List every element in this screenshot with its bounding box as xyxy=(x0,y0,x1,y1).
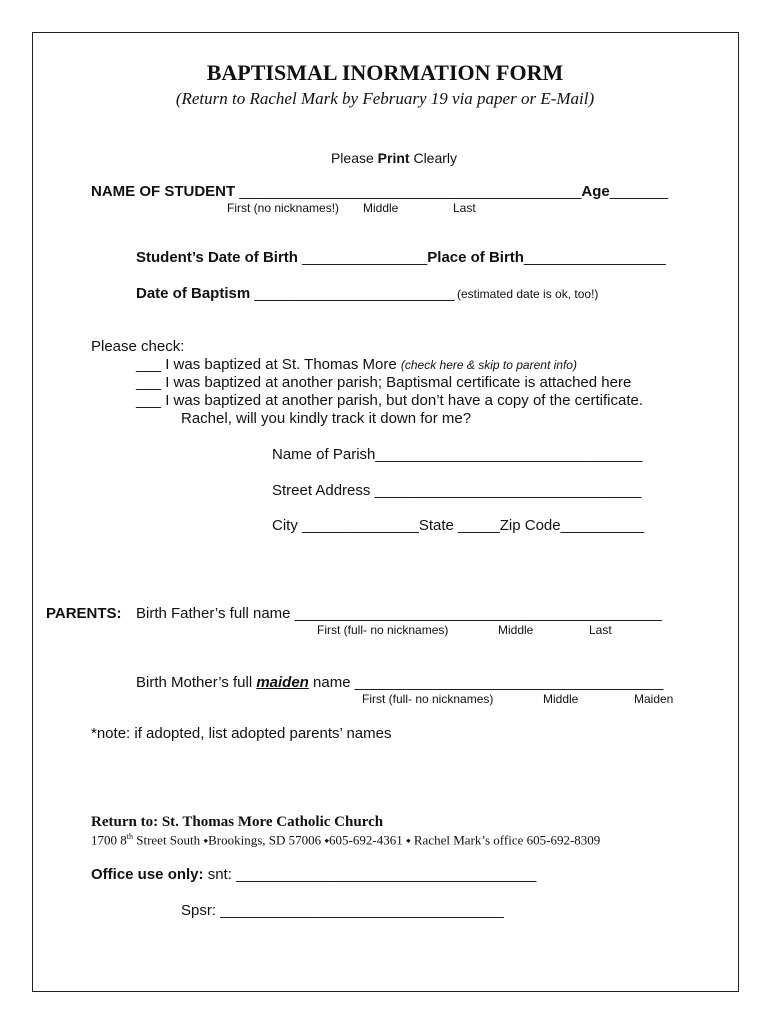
sub-last: Last xyxy=(453,201,476,215)
state-field[interactable]: _____ xyxy=(458,517,500,534)
father-sub-first: First (full- no nicknames) xyxy=(317,623,449,637)
father-name-field[interactable]: ____________________________________________ xyxy=(294,605,662,622)
check-blank-1[interactable]: ___ xyxy=(136,356,162,373)
mother-sub-first: First (full- no nicknames) xyxy=(362,692,494,706)
check-blank-3[interactable]: ___ xyxy=(136,392,162,409)
dob-row: Student’s Date of Birth _______________Place of Birth_________________ xyxy=(136,249,666,266)
return-to: Return to: St. Thomas More Catholic Church xyxy=(91,814,384,830)
baptism-row: Date of Baptism ________________________ xyxy=(136,285,455,302)
baptism-note: (estimated date is ok, too!) xyxy=(457,287,599,301)
father-sub-last: Last xyxy=(589,623,612,637)
print-instruction: Please Print Clearly xyxy=(330,150,458,166)
parents-label: PARENTS: xyxy=(46,605,122,622)
student-name-field[interactable]: _________________________________________ xyxy=(239,183,582,200)
church-address: 1700 8th Street South ⬩Brookings, SD 57006 ⬩605-692-4361 ⬩ Rachel Mark’s office 605-692-8309 xyxy=(91,832,601,848)
city-row: City ______________State _____Zip Code__________ xyxy=(272,517,645,534)
office-use-row: Office use only: snt: ____________________________________ xyxy=(91,866,537,883)
mother-sub-middle: Middle xyxy=(543,692,579,706)
parish-row: Name of Parish________________________________ xyxy=(272,446,643,463)
student-name-row: NAME OF STUDENT _________________________________________Age_______ xyxy=(91,183,669,200)
zip-field[interactable]: __________ xyxy=(560,517,645,534)
form-subtitle: (Return to Rachel Mark by February 19 via paper or E-Mail) xyxy=(175,89,595,108)
check-option-2: ___ I was baptized at another parish; Baptismal certificate is attached here xyxy=(136,374,632,391)
check-blank-2[interactable]: ___ xyxy=(136,374,162,391)
mother-sub-maiden: Maiden xyxy=(634,692,674,706)
sub-first: First (no nicknames!) xyxy=(227,201,340,215)
baptism-date-field[interactable]: ________________________ xyxy=(254,285,455,302)
street-row: Street Address ________________________________ xyxy=(272,482,642,499)
snt-field[interactable]: ____________________________________ xyxy=(236,866,537,883)
father-row: Birth Father’s full name ____________________________________________ xyxy=(136,605,662,622)
age-field[interactable]: _______ xyxy=(609,183,669,200)
parish-field[interactable]: ________________________________ xyxy=(375,446,643,463)
check-option-1: ___ I was baptized at St. Thomas More (check here & skip to parent info) xyxy=(136,356,577,373)
city-field[interactable]: ______________ xyxy=(302,517,419,534)
dob-field[interactable]: _______________ xyxy=(302,249,428,266)
street-field[interactable]: ________________________________ xyxy=(374,482,642,499)
sub-middle: Middle xyxy=(363,201,399,215)
mother-name-field[interactable]: _____________________________________ xyxy=(354,674,664,691)
spsr-row: Spsr: __________________________________ xyxy=(181,902,504,919)
father-sub-middle: Middle xyxy=(498,623,534,637)
adoption-note: *note: if adopted, list adopted parents’ names xyxy=(91,725,392,742)
mother-row: Birth Mother’s full maiden name _____________________________________ xyxy=(136,674,664,691)
pob-field[interactable]: _________________ xyxy=(523,249,666,266)
check-option-3-cont: Rachel, will you kindly track it down for me? xyxy=(181,410,472,427)
form-title: BAPTISMAL INORMATION FORM xyxy=(206,60,564,85)
check-option-3: ___ I was baptized at another parish, but don’t have a copy of the certificate. xyxy=(136,392,643,409)
check-heading: Please check: xyxy=(91,338,185,355)
spsr-field[interactable]: __________________________________ xyxy=(220,902,504,919)
